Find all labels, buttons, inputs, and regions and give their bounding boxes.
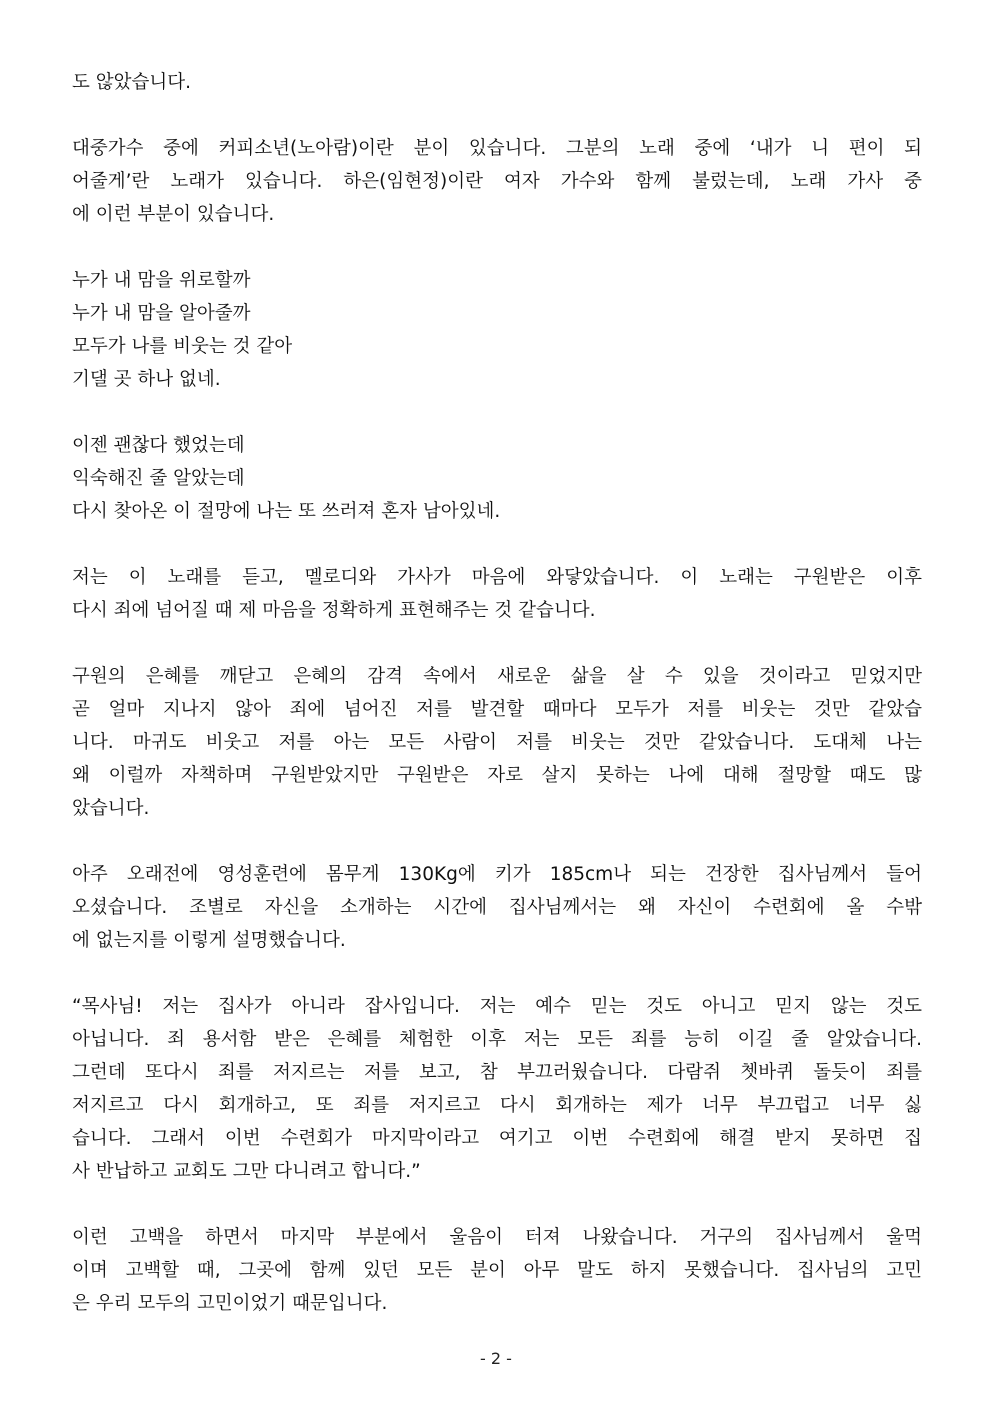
text-line: 에 없는지를 이렇게 설명했습니다. <box>72 930 346 951</box>
paragraph <box>72 990 922 1188</box>
text-line: 아닙니다. 죄 용서함 받은 은혜를 체험한 이후 저는 모든 죄를 능히 이길 줄 알았습니다. <box>72 1029 922 1050</box>
paragraph <box>72 429 922 528</box>
text-line: 이젠 괜찮다 했었는데 <box>72 435 245 456</box>
page-number: - 2 - <box>480 1349 512 1368</box>
text-line: 에 이런 부분이 있습니다. <box>72 204 275 225</box>
paragraph <box>72 132 922 231</box>
text-line: 저지르고 다시 회개하고, 또 죄를 저지르고 다시 회개하는 제가 너무 부끄럽고 너무 싫 <box>72 1095 922 1116</box>
text-line: 기댈 곳 하나 없네. <box>72 369 221 390</box>
text-line: 어줄게’란 노래가 있습니다. 하은(임현정)이란 여자 가수와 함께 불렀는데, 노래 가사 중 <box>72 171 922 192</box>
text-line: 이런 고백을 하면서 마지막 부분에서 울음이 터져 나왔습니다. 거구의 집사님께서 울먹 <box>72 1227 922 1248</box>
paragraph <box>72 660 922 825</box>
text-line: 았습니다. <box>72 798 150 819</box>
text-line: 저는 이 노래를 듣고, 멜로디와 가사가 마음에 와닿았습니다. 이 노래는 구원받은 이후 <box>72 567 922 588</box>
text-line: 그런데 또다시 죄를 저지르는 저를 보고, 참 부끄러웠습니다. 다람쥐 쳇바퀴 돌듯이 죄를 <box>72 1062 922 1083</box>
text-line: 습니다. 그래서 이번 수련회가 마지막이라고 여기고 이번 수련회에 해결 받지 못하면 집 <box>72 1128 922 1149</box>
text-line: 누가 내 맘을 위로할까 <box>72 270 251 291</box>
text-line: 다시 찾아온 이 절망에 나는 또 쓰러져 혼자 남아있네. <box>72 501 501 522</box>
paragraph <box>72 858 922 957</box>
text-line: 사 반납하고 교회도 그만 다니려고 합니다.” <box>72 1161 421 1182</box>
paragraph <box>72 66 922 99</box>
text-line: 누가 내 맘을 알아줄까 <box>72 303 251 324</box>
text-line: 다시 죄에 넘어질 때 제 마음을 정확하게 표현해주는 것 같습니다. <box>72 600 596 621</box>
paragraph <box>72 1221 922 1320</box>
paragraph <box>72 264 922 396</box>
text-line: 오셨습니다. 조별로 자신을 소개하는 시간에 집사님께서는 왜 자신이 수련회에 올 수밖 <box>72 897 922 918</box>
text-line: 아주 오래전에 영성훈련에 몸무게 130Kg에 키가 185cm나 되는 건장한 집사님께서 들어 <box>72 864 922 885</box>
text-line: 곧 얼마 지나지 않아 죄에 넘어진 저를 발견할 때마다 모두가 저를 비웃는 것만 같았습 <box>72 699 922 720</box>
document-page <box>72 66 922 1353</box>
text-line: “목사님! 저는 집사가 아니라 잡사입니다. 저는 예수 믿는 것도 아니고 믿지 않는 것도 <box>72 996 922 1017</box>
text-line: 왜 이럴까 자책하며 구원받았지만 구원받은 자로 살지 못하는 나에 대해 절망할 때도 많 <box>72 765 922 786</box>
text-line: 익숙해진 줄 알았는데 <box>72 468 245 489</box>
text-line: 니다. 마귀도 비웃고 저를 아는 모든 사람이 저를 비웃는 것만 같았습니다. 도대체 나는 <box>72 732 922 753</box>
text-line: 은 우리 모두의 고민이었기 때문입니다. <box>72 1293 388 1314</box>
text-line: 구원의 은혜를 깨닫고 은혜의 감격 속에서 새로운 삶을 살 수 있을 것이라고 믿었지만 <box>72 666 922 687</box>
text-line: 이며 고백할 때, 그곳에 함께 있던 모든 분이 아무 말도 하지 못했습니다. 집사님의 고민 <box>72 1260 922 1281</box>
text-line: 모두가 나를 비웃는 것 같아 <box>72 336 293 357</box>
text-line: 대중가수 중에 커피소년(노아람)이란 분이 있습니다. 그분의 노래 중에 ‘내가 니 편이 되 <box>72 138 922 159</box>
text-line: 도 않았습니다. <box>72 72 191 93</box>
paragraph <box>72 561 922 627</box>
